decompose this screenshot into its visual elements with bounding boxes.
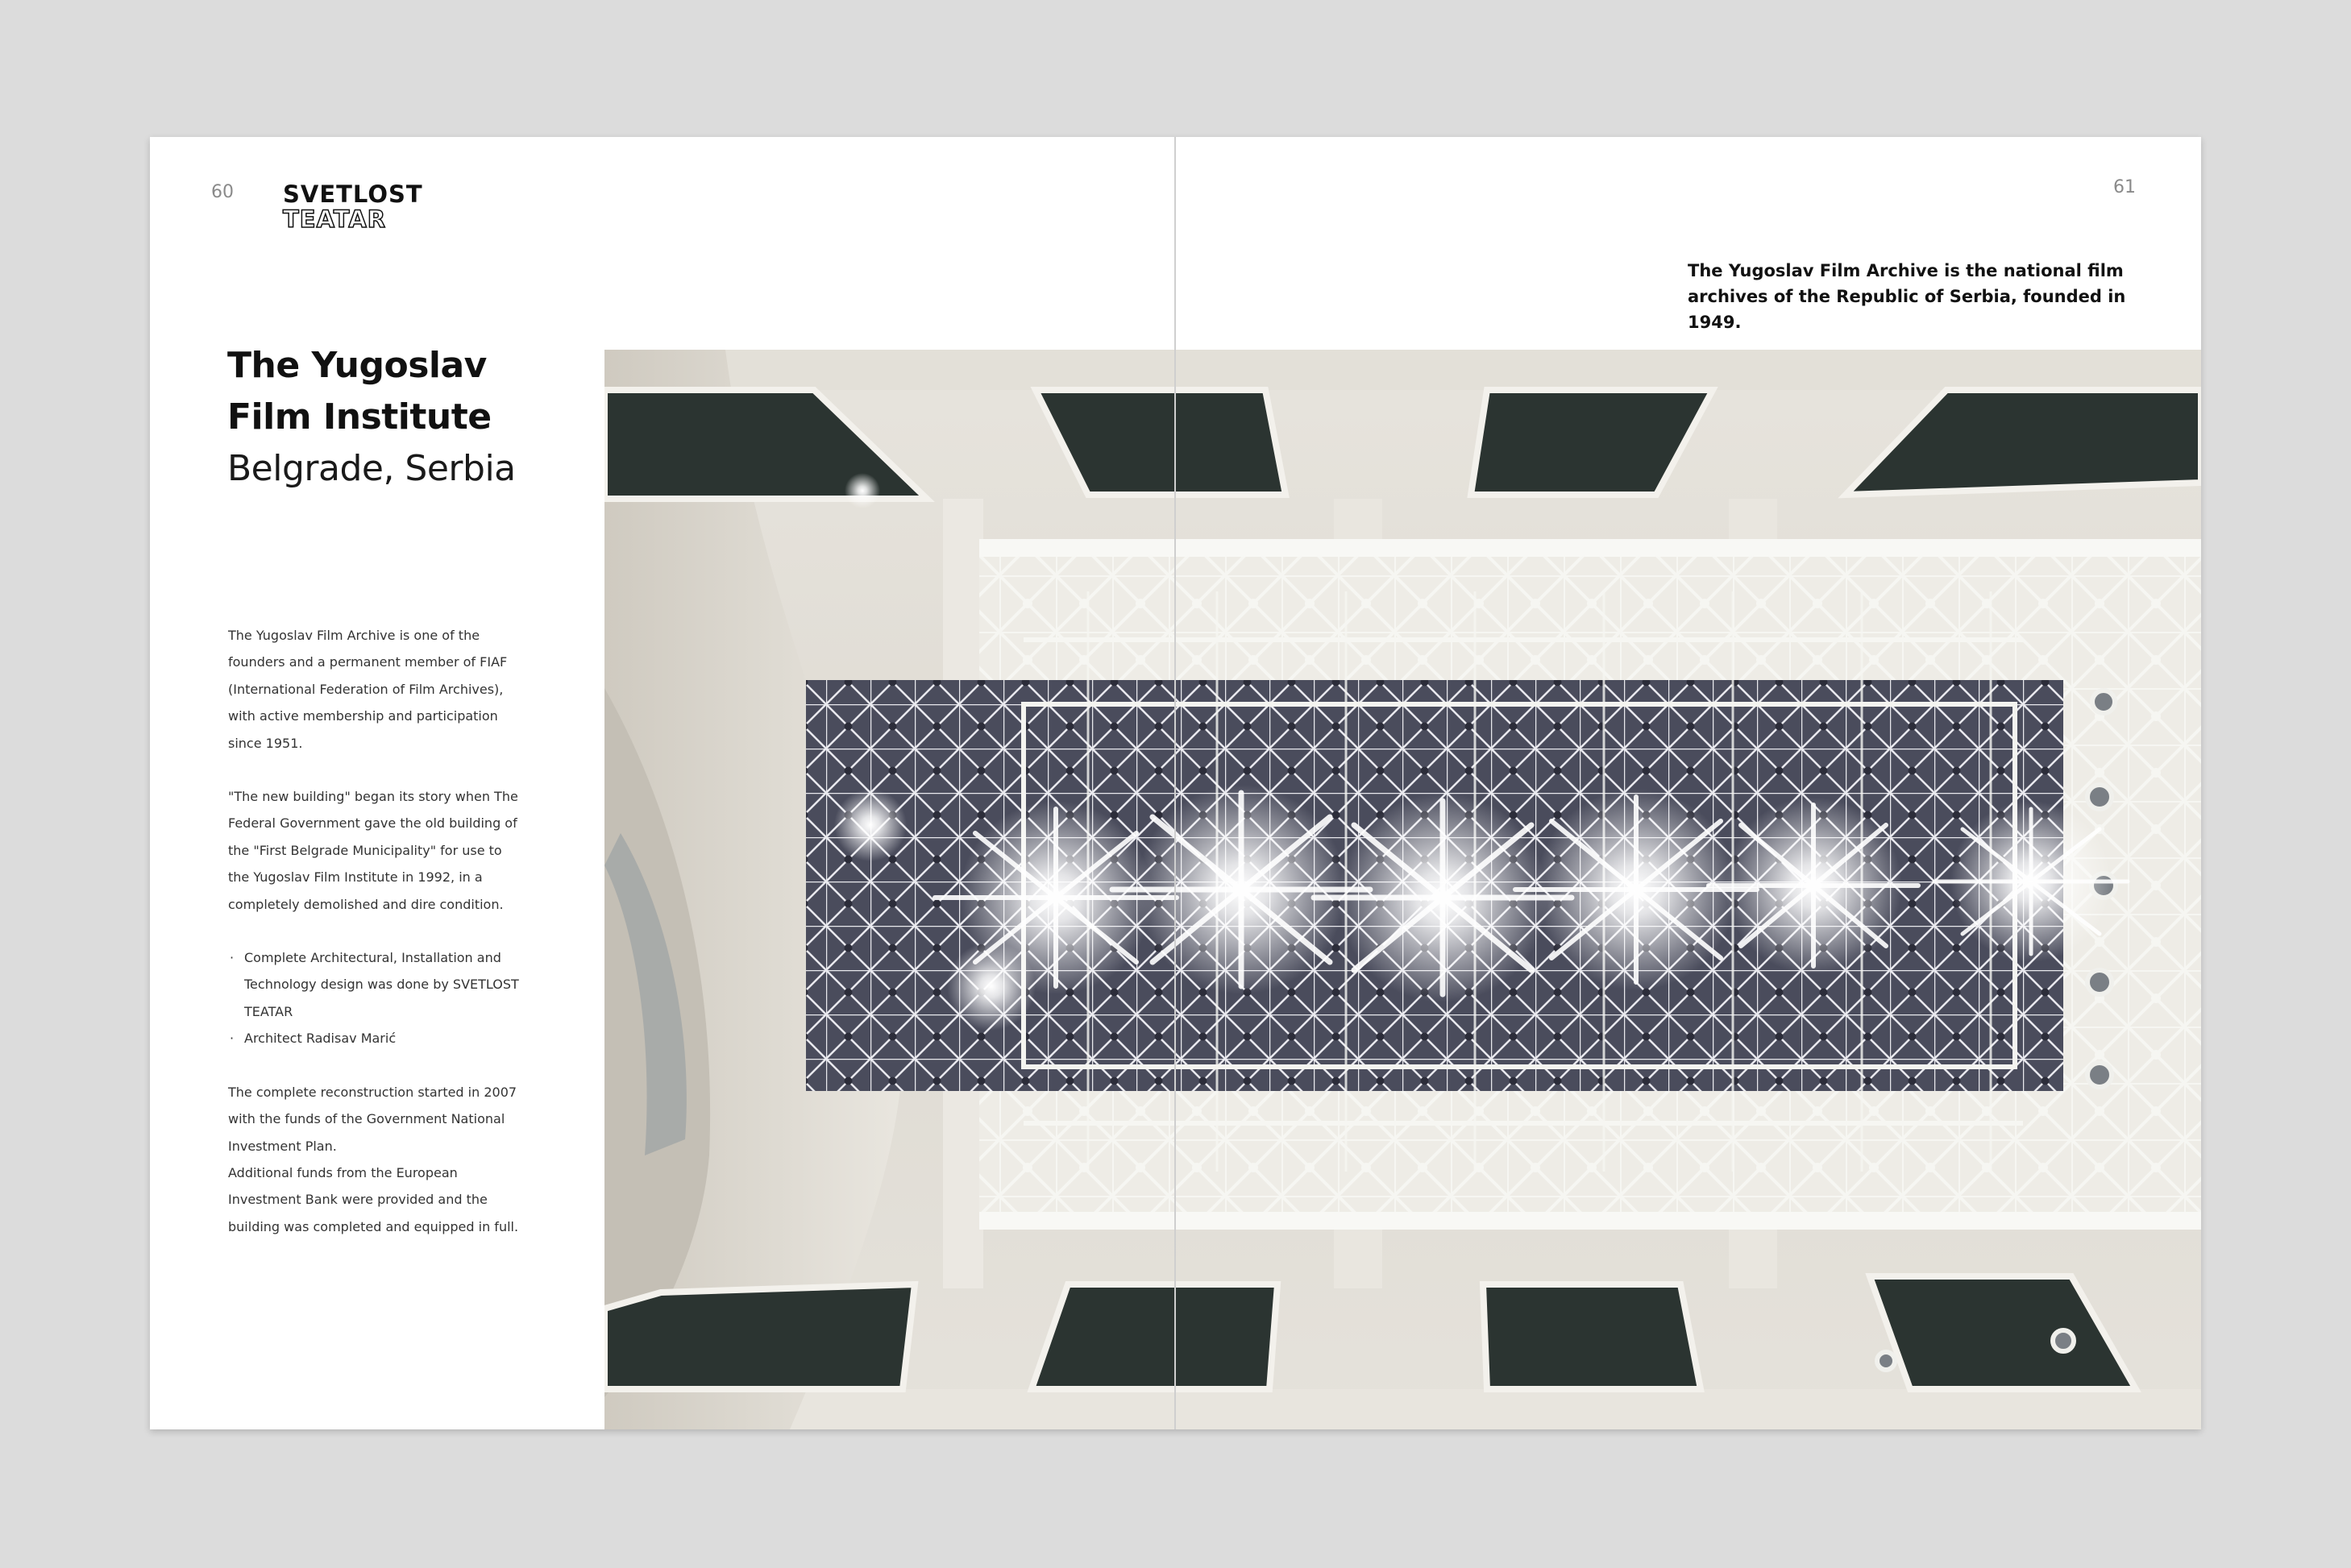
page-gutter xyxy=(1174,137,1176,1429)
paragraph-4: Additional funds from the European Investment Bank were provided and the building was completed and equipped in full. xyxy=(228,1164,519,1234)
title-line-1: The Yugoslav xyxy=(227,345,487,386)
paragraph-3: The complete reconstruction started in 2007 with the funds of the Government National Investment Plan. xyxy=(228,1084,517,1154)
paragraph-1: The Yugoslav Film Archive is one of the founders and a permanent member of FIAF (International Federation of Film Archives), with active membership and participation since 1951. xyxy=(228,628,508,751)
logo-line-2: TEATAR xyxy=(283,205,387,233)
title-subtitle: Belgrade, Serbia xyxy=(227,448,516,489)
title-line-2: Film Institute xyxy=(227,396,492,438)
svetlost-teatar-logo xyxy=(283,182,423,232)
page-title xyxy=(227,340,606,495)
body-text xyxy=(228,622,526,1267)
page-number-left: 60 xyxy=(211,182,234,202)
book-spread xyxy=(150,137,2201,1429)
photo-caption: The Yugoslav Film Archive is the national film archives of the Republic of Serbia, founded in 1949. xyxy=(1688,261,2126,332)
page-number-right: 61 xyxy=(2113,177,2136,197)
bullet-list xyxy=(228,944,526,1052)
atrium-ceiling-photo xyxy=(604,350,2201,1429)
bullet-item: · Complete Architectural, Installation and Technology design was done by SVETLOST TEATAR xyxy=(228,944,526,1025)
atrium-ceiling-illustration xyxy=(604,350,2201,1429)
paragraph-2: "The new building" began its story when The Federal Government gave the old building of the "First Belgrade Municipality" for use to the Yugoslav Film Institute in 1992, in a completely demolished and dire condition. xyxy=(228,789,518,912)
bullet-item: · Architect Radisav Marić xyxy=(228,1025,526,1052)
logo-line-1: SVETLOST xyxy=(283,180,423,208)
